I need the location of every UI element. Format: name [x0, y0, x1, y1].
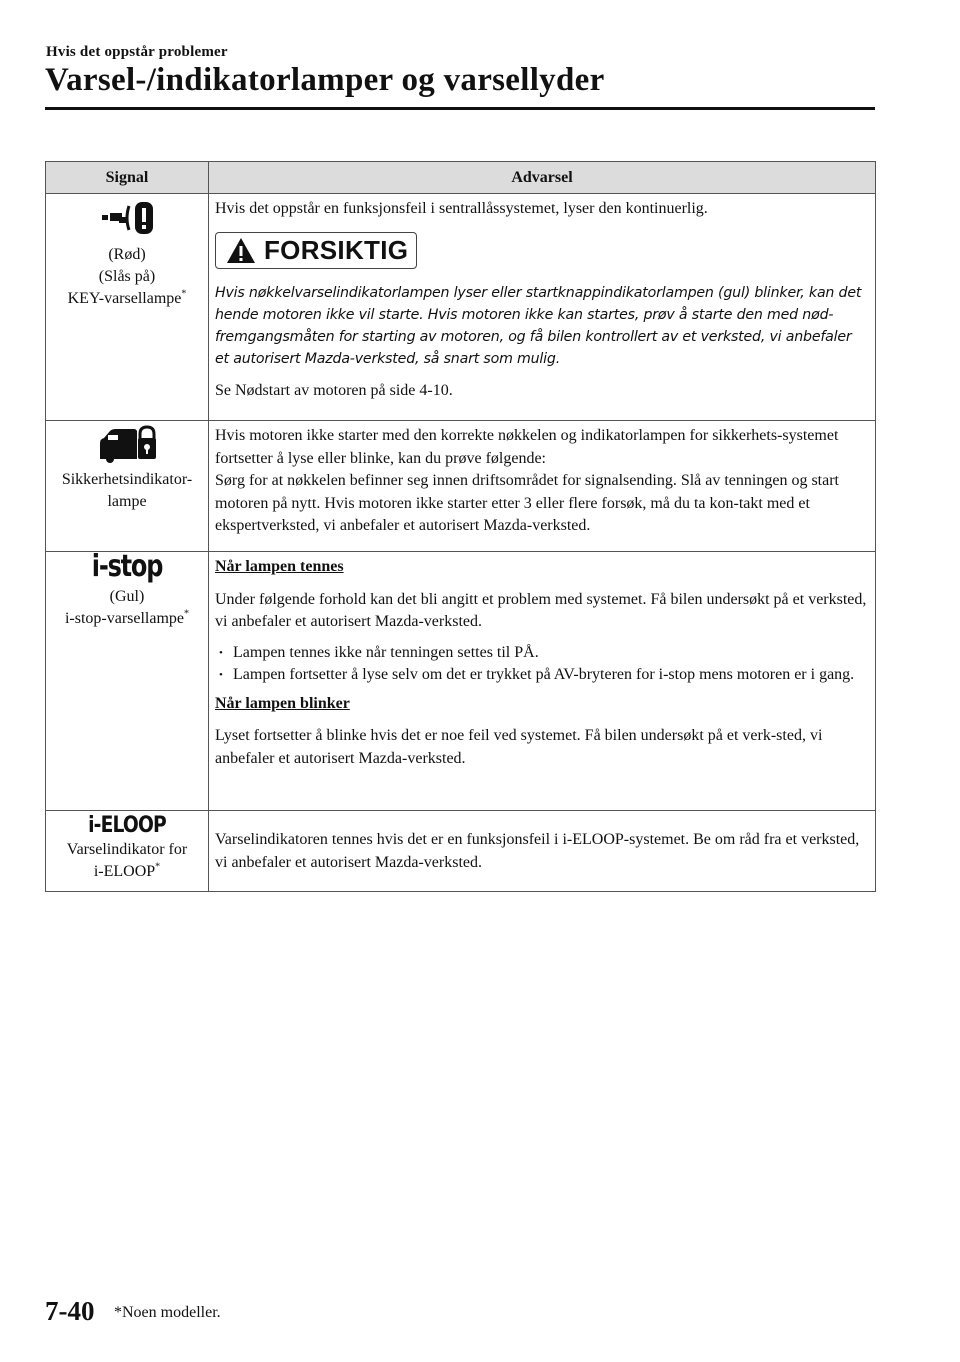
table-row — [46, 552, 876, 811]
warning-triangle-icon — [226, 237, 256, 264]
description-text: Under følgende forhold kan det bli angitt et problem med systemet. Få bilen undersøkt på et verksted, vi anbefaler et autorisert Mazda-verksted. — [215, 590, 867, 630]
advarsel-column-header: Advarsel — [209, 162, 876, 194]
description-text-2: Sørg for at nøkkelen befinner seg innen driftsområdet for signalsending. Slå av tenningen og start motoren på nytt. Hvis motoren ikke starter etter 3 eller flere forsøk, må du ta kon-takt med et ekspertverksted, vi anbefaler et autorisert Mazda-verksted. — [215, 472, 839, 534]
i-eloop-icon: i-ELOOP — [88, 813, 166, 838]
footnote-marker: * — [184, 608, 190, 620]
subheading-lamp-blinks: Når lampen blinker — [215, 694, 350, 712]
security-indicator-icon — [96, 425, 158, 463]
description-text: Varselindikatoren tennes hvis det er en funksjonsfeil i i-ELOOP-systemet. Be om råd fra et verksted, vi anbefaler et autorisert Mazda-verksted. — [215, 831, 860, 871]
signal-color: (Rød) — [108, 246, 146, 263]
table-header-row — [46, 162, 876, 194]
description-cell — [209, 421, 876, 552]
description-text: Hvis motoren ikke starter med den korrekte nøkkelen og indikatorlampen for sikkerhets-systemet fortsetter å lyse eller blinke, kan du prøve følgende: — [215, 427, 839, 467]
section-label: Hvis det oppstår problemer — [46, 44, 228, 60]
footnote: *Noen modeller. — [114, 1304, 221, 1321]
page-title: Varsel-/indikatorlamper og varsellyder — [45, 62, 605, 98]
table-row — [46, 194, 876, 421]
signal-name: Varselindikator for — [66, 841, 188, 858]
signal-name: KEY-varsellampe — [67, 290, 182, 307]
signal-column-header: Signal — [46, 162, 209, 194]
footnote-marker: * — [155, 861, 161, 873]
description-cell — [209, 552, 876, 811]
signal-cell — [46, 421, 209, 552]
signal-state: (Slås på) — [98, 268, 156, 285]
list-item: • Lampen tennes ikke når tenningen settes til PÅ. — [215, 642, 869, 665]
signal-name-cont: lampe — [107, 493, 147, 510]
footnote-marker: * — [181, 288, 187, 300]
signal-name-line — [48, 288, 206, 310]
subheading-lamp-on: Når lampen tennes — [215, 558, 344, 575]
table-row — [46, 811, 876, 892]
description-cell — [209, 194, 876, 421]
signal-name-line — [48, 861, 206, 883]
key-warning-icon — [96, 198, 158, 238]
caution-text: Hvis nøkkelvarselindikatorlampen lyser eller startknappindikatorlampen (gul) blinker, kan det hende motoren ikke vil starte. Hvis motoren ikke kan startes, prøv å starte den med nød-fremgangsmåten for starting av motoren, og få bilen kontrollert av et verksted, vi anbefaler et autorisert Mazda-verksted, så snart som mulig. — [215, 284, 862, 367]
page-number: 7-40 — [45, 1296, 95, 1326]
signal-name: i-stop-varsellampe — [64, 610, 185, 627]
signal-name: Sikkerhetsindikator- — [61, 471, 193, 488]
signal-color: (Gul) — [109, 588, 145, 605]
warning-lamp-table — [45, 161, 876, 892]
description-text-2: Lyset fortsetter å blinke hvis det er noe feil ved systemet. Få bilen undersøkt på et verk-sted, vi anbefaler et autorisert Mazda-verksted. — [215, 727, 823, 767]
signal-name-cont: i-ELOOP — [93, 863, 156, 880]
caution-box — [215, 232, 417, 269]
list-item: • Lampen fortsetter å lyse selv om det er trykket på AV-bryteren for i-stop mens motoren er i gang. — [215, 664, 869, 687]
bullet-list — [215, 642, 869, 687]
signal-cell — [46, 811, 209, 892]
description-cell — [209, 811, 876, 892]
title-divider — [45, 107, 875, 110]
signal-name-line — [48, 608, 206, 630]
caution-label: FORSIKTIG — [264, 234, 409, 265]
description-text: Hvis det oppstår en funksjonsfeil i sentrallåssystemet, lyser den kontinuerlig. — [215, 200, 708, 217]
reference-text: Se Nødstart av motoren på side 4-10. — [215, 381, 453, 399]
table-row — [46, 421, 876, 552]
signal-cell — [46, 549, 209, 811]
signal-cell — [46, 194, 209, 421]
i-stop-icon: i-stop — [91, 549, 163, 584]
